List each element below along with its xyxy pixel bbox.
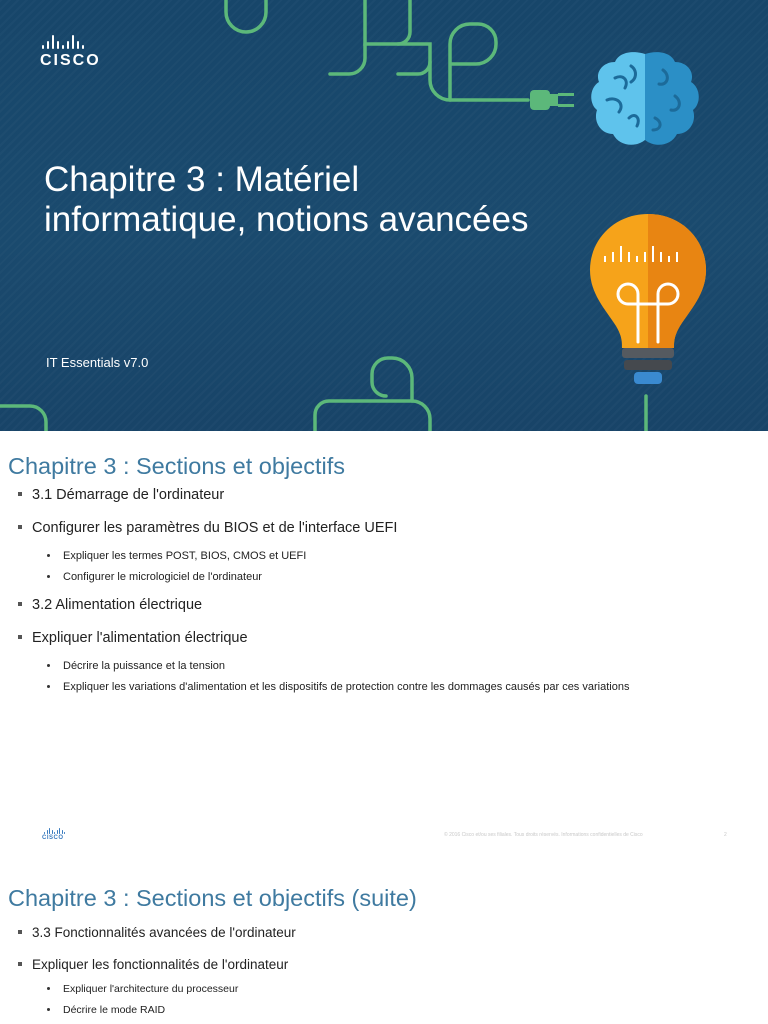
presentation-subtitle: IT Essentials v7.0 (46, 355, 149, 370)
power-plug-icon (525, 84, 585, 116)
round-bullet-icon (47, 554, 50, 557)
footer-cisco-logo (42, 828, 65, 841)
sub-list-item: Expliquer les variations d'alimentation et les dispositifs de protection contre les dommages causés par ces variations (47, 681, 629, 693)
square-bullet-icon (18, 962, 22, 966)
round-bullet-icon (47, 987, 50, 990)
list-item: Expliquer les fonctionnalités de l'ordinateur (18, 957, 288, 972)
copyright-notice: © 2016 Cisco et/ou ses filiales. Tous droits réservés. Informations confidentielles de Cisco (444, 832, 643, 838)
round-bullet-icon (47, 664, 50, 667)
sub-list-item: Expliquer les termes POST, BIOS, CMOS et UEFI (47, 550, 306, 562)
square-bullet-icon (18, 930, 22, 934)
list-item: 3.2 Alimentation électrique (18, 597, 202, 613)
square-bullet-icon (18, 492, 22, 496)
slide-2-title: Chapitre 3 : Sections et objectifs (8, 453, 346, 479)
lightbulb-icon (586, 210, 710, 390)
footer-cisco-wordmark: CISCO (42, 835, 64, 841)
list-item: 3.1 Démarrage de l'ordinateur (18, 487, 224, 503)
sub-list-item: Configurer le micrologiciel de l'ordinateur (47, 571, 262, 583)
round-bullet-icon (47, 1008, 50, 1011)
list-item: Configurer les paramètres du BIOS et de l'interface UEFI (18, 520, 397, 536)
sub-list-item: Expliquer l'architecture du processeur (47, 983, 238, 995)
cisco-wordmark: CISCO (40, 52, 101, 69)
round-bullet-icon (47, 685, 50, 688)
presentation-title (44, 160, 604, 240)
list-item: 3.3 Fonctionnalités avancées de l'ordinateur (18, 925, 296, 940)
slide-3-title: Chapitre 3 : Sections et objectifs (suite) (8, 885, 417, 911)
square-bullet-icon (18, 602, 22, 606)
brain-icon (585, 48, 705, 156)
list-item: Expliquer l'alimentation électrique (18, 630, 248, 646)
title-line-2: informatique, notions avancées (44, 200, 529, 239)
sub-list-item: Décrire la puissance et la tension (47, 660, 225, 672)
square-bullet-icon (18, 525, 22, 529)
title-line-1: Chapitre 3 : Matériel (44, 160, 360, 199)
title-slide (0, 0, 768, 431)
cisco-bars-icon (44, 828, 65, 834)
sub-list-item: Décrire le mode RAID (47, 1004, 165, 1016)
round-bullet-icon (47, 575, 50, 578)
square-bullet-icon (18, 635, 22, 639)
cisco-logo (40, 34, 101, 70)
cisco-bars-icon (42, 34, 101, 49)
page-number: 2 (724, 832, 727, 838)
